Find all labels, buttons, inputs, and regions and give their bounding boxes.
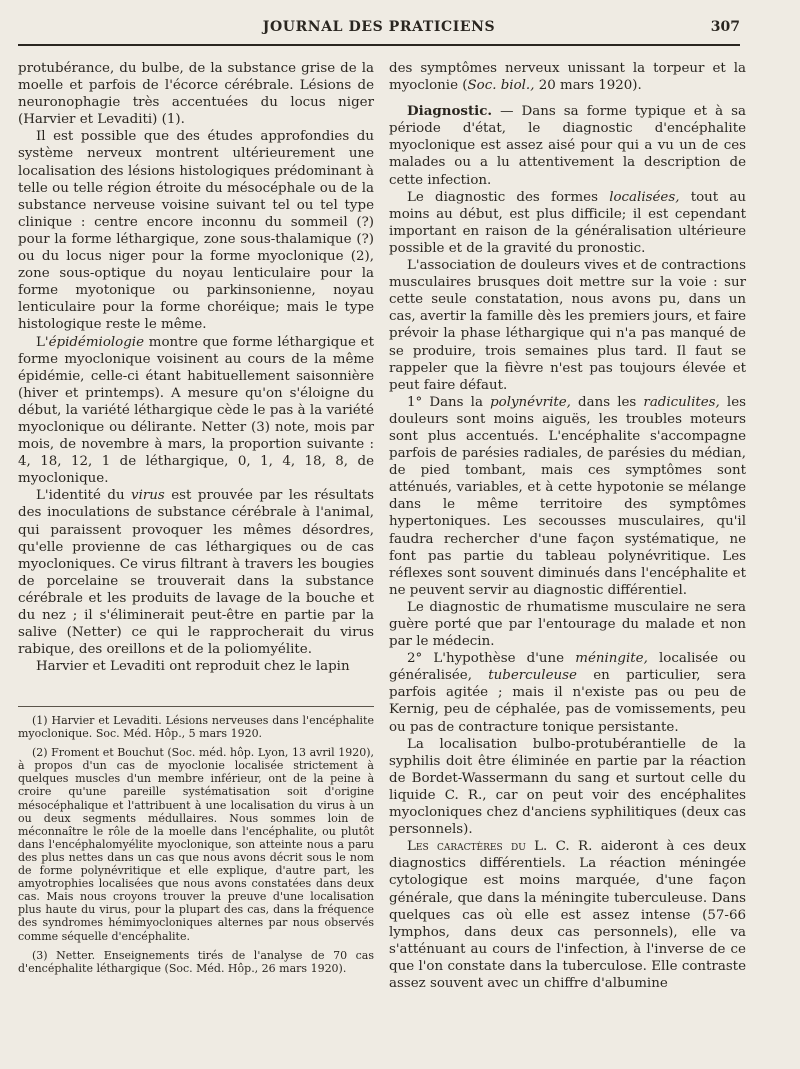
text-run: tout au moins au début, est plus difficile; il est cependant important en raison de la généralisation ultérieure possible et de la gravité du pronostic. — [389, 189, 746, 256]
text-run: L' — [36, 334, 49, 350]
paragraph — [18, 487, 374, 658]
footnote-number: (2) — [32, 746, 52, 760]
text-run: les douleurs sont moins aiguës, les troubles moteurs sont plus accentués. L'encéphalite s'accompagne parfois de parésies radiales, de parésies du médian, de pied tombant, mais ces symptômes sont atténués, variables, et à cette hypotonie se mélange dans le même territoire des symptômes hypertoniques. Les secousses musculaires, qu'il faudra rechercher d'une façon systématique, ne font pas partie du tableau polynévritique. Les réflexes sont souvent diminués dans l'encéphalite et ne peuvent servir au diagnostic différentiel. — [389, 394, 746, 598]
journal-title: JOURNAL DES PRATICIENS — [262, 19, 496, 35]
text-run: en particulier, sera parfois agitée ; mais il n'existe pas ou peu de Kernig, peu de céphalée, pas de vomissements, peu ou pas de contracture tonique persistante. — [389, 668, 746, 735]
small-caps-heading: Les caractères du L. C. R. — [407, 839, 593, 855]
footnote — [18, 714, 374, 740]
footnote-source: Soc. Méd. Hôp., — [168, 961, 259, 975]
paragraph — [389, 394, 746, 599]
page-number: 307 — [710, 19, 740, 35]
footnote-rule — [18, 706, 374, 707]
text-run: est prouvée par les résultats des inoculations de substance cérébrale à l'animal, qui paraissent provoquer les mêmes désordres, qu'elle provienne de cas léthargiques ou de cas myocloniques. Ce virus filtrant à travers les bougies de porcelaine se trouverait dans la substance cérébrale et les produits de lavage de la bouche et du nez ; il s'éliminerait peut-être en partie par la salive (Netter) ce qui le rapprocherait du virus rabique, des oreillons et de la poliomyélite. — [18, 488, 374, 658]
section-heading: Diagnostic. — [407, 103, 493, 120]
paragraph: Harvier et Levaditi ont reproduit chez le lapin — [36, 659, 350, 675]
paragraph: La localisation bulbo-protubérantielle de la syphilis doit être éliminée en partie par la réaction de Bordet-Wassermann du sang et surtout celle du liquide C. R., car on peut voir des encéphalites myocloniques chez d'anciens syphilitiques (deux cas personnels). — [389, 736, 746, 838]
footnote-text: Enseignements tirés de l'analyse de 70 cas d'encéphalite léthargique ( — [18, 948, 375, 975]
paragraph: Le diagnostic de rhumatisme musculaire ne sera guère porté que par l'entourage du malade et non par le médecin. — [389, 599, 746, 650]
running-header — [18, 14, 740, 42]
footnote-number: (1) — [32, 714, 52, 727]
italic-term: tuberculeuse — [488, 668, 577, 684]
footnotes — [18, 714, 374, 981]
left-column — [18, 60, 374, 675]
paragraph — [389, 60, 746, 94]
text-run: Le diagnostic des formes — [407, 189, 610, 205]
paragraph: protubérance, du bulbe, de la substance grise de la moelle et parfois de l'écorce cérébrale. Lésions de neuronophagie très accentuées du locus niger (Harvier et Levaditi) (1). — [18, 61, 374, 128]
italic-term: virus — [131, 488, 165, 504]
footnote-source: Soc. Méd. Hôp., — [95, 727, 186, 741]
footnote-authors: Harvier et Levaditi. — [51, 714, 162, 727]
text-run: des symptômes nerveux unissant la torpeur et la myoclonie ( — [389, 61, 746, 94]
paragraph: Il est possible que des études approfondies du système nerveux montrent ultérieurement une localisation des lésions histologiques prédominant à telle ou telle région étroite du mésocéphale ou de la substance nerveuse voisine suivant tel ou tel type clinique : centre encore inconnu du sommeil (?) pour la forme léthargique, zone sous-thalamique (?) ou du locus niger pour la forme myoclonique (2), zone sous-optique du noyau lenticulaire pour la forme myotonique ou parkinsonienne, noyau lenticulaire pour la forme choréique; mais le type histologique reste le même. — [18, 129, 374, 333]
footnote-date: 26 mars 1920). — [258, 961, 347, 975]
italic-term: radiculites, — [643, 394, 720, 410]
header-rule — [18, 44, 740, 46]
italic-term: localisées, — [609, 189, 680, 205]
text-run: — Dans sa forme typique et à sa période d'état, le diagnostic d'encéphalite myoclonique est assez aisé pour qui a vu un de ces malades ou a lu attentivement la description de cette infection. — [389, 104, 746, 188]
text-run: montre que forme léthargique et forme myoclonique voisinent au cours de la même épidémie, celle-ci étant habituellement saisonnière (hiver et printemps). A mesure qu'on s'éloigne du début, la variété léthargique cède le pas à la variété myoclonique ou délirante. Netter (3) note, mois par mois, de novembre à mars, la proportion suivante : 4, 18, 12, 1 de léthargique, 0, 1, 4, 18, 8, de myoclonique. — [18, 334, 374, 487]
paragraph — [18, 334, 374, 488]
text-run: aideront à ces deux diagnostics différentiels. La réaction méningée cytologique est moins marquée, d'une façon générale, que dans la méningite tuberculeuse. Dans quelques cas où elle est assez intense (57-66 lymphos, dans deux cas personnels), elle va s'atténuant au cours de l'infection, à l'inverse de ce que l'on constate dans la tuberculose. Elle contraste assez souvent avec un chiffre d'albumine — [389, 839, 746, 991]
footnote-authors: Froment et Bouchut — [51, 746, 164, 760]
right-column — [389, 60, 746, 992]
footnote-source: (Soc. méd. hôp. Lyon, — [163, 746, 289, 760]
paragraph — [389, 650, 746, 735]
footnote-text: 13 avril 1920), à propos d'un cas de myoclonie localisée strictement à quelques muscles d'un membre inférieur, ont de la peine à croire qu'une pareille systématisation soit d'origine mésocéphalique et l'attribuent à une localisation du virus à un ou deux segments médullaires. Nous sommes loin de méconnaître le rôle de la moelle dans l'encéphalite, ou plutôt dans l'encéphalomyélite myoclonique, son atteinte nous a paru des plus nettes dans un cas que nous avons décrit sous le nom de forme polynévritique et elle explique, d'autre part, les amyotrophies localisées que nous avons constatées dans deux cas. Mais nous croyons trouver la preuve d'une localisation plus haute du virus, pour la plupart des cas, dans la fréquence des syndromes hémimyocloniques alternes par nous observés comme séquelle d'encéphalite. — [18, 746, 374, 943]
paragraph — [389, 838, 746, 992]
text-run: dans les — [570, 394, 644, 410]
footnote-date: 5 mars 1920. — [185, 727, 263, 741]
italic-term: épidémiologie — [48, 334, 145, 350]
paragraph — [389, 103, 746, 188]
paragraph: L'association de douleurs vives et de contractions musculaires brusques doit mettre sur la voie : sur cette seule constatation, nous avons pu, dans un cas, avertir la famille dès les premiers jours, et faire prévoir la phase léthargique qui n'a pas manqué de se produire, trois semaines plus tard. Il faut se rappeler que la fièvre n'est pas toujours élevée et peut faire défaut. — [389, 258, 746, 393]
text-run: 2° L'hypothèse d'une — [407, 651, 576, 667]
text-run: L'identité du — [36, 488, 132, 504]
text-run: localisée ou généralisée, — [389, 651, 746, 684]
footnote — [18, 949, 374, 975]
footnote-authors: Netter. — [56, 948, 96, 962]
footnote-text: Lésions nerveuses dans l'encéphalite myoclonique. — [18, 714, 374, 741]
paragraph — [389, 189, 746, 257]
text-run: 20 mars 1920). — [534, 78, 642, 94]
text-run: 1° Dans la — [407, 394, 491, 410]
footnote-number: (3) — [32, 948, 57, 962]
italic-source: Soc. biol., — [467, 78, 535, 94]
footnote — [18, 746, 374, 942]
italic-term: méningite, — [575, 651, 648, 667]
italic-term: polynévrite, — [490, 394, 571, 410]
